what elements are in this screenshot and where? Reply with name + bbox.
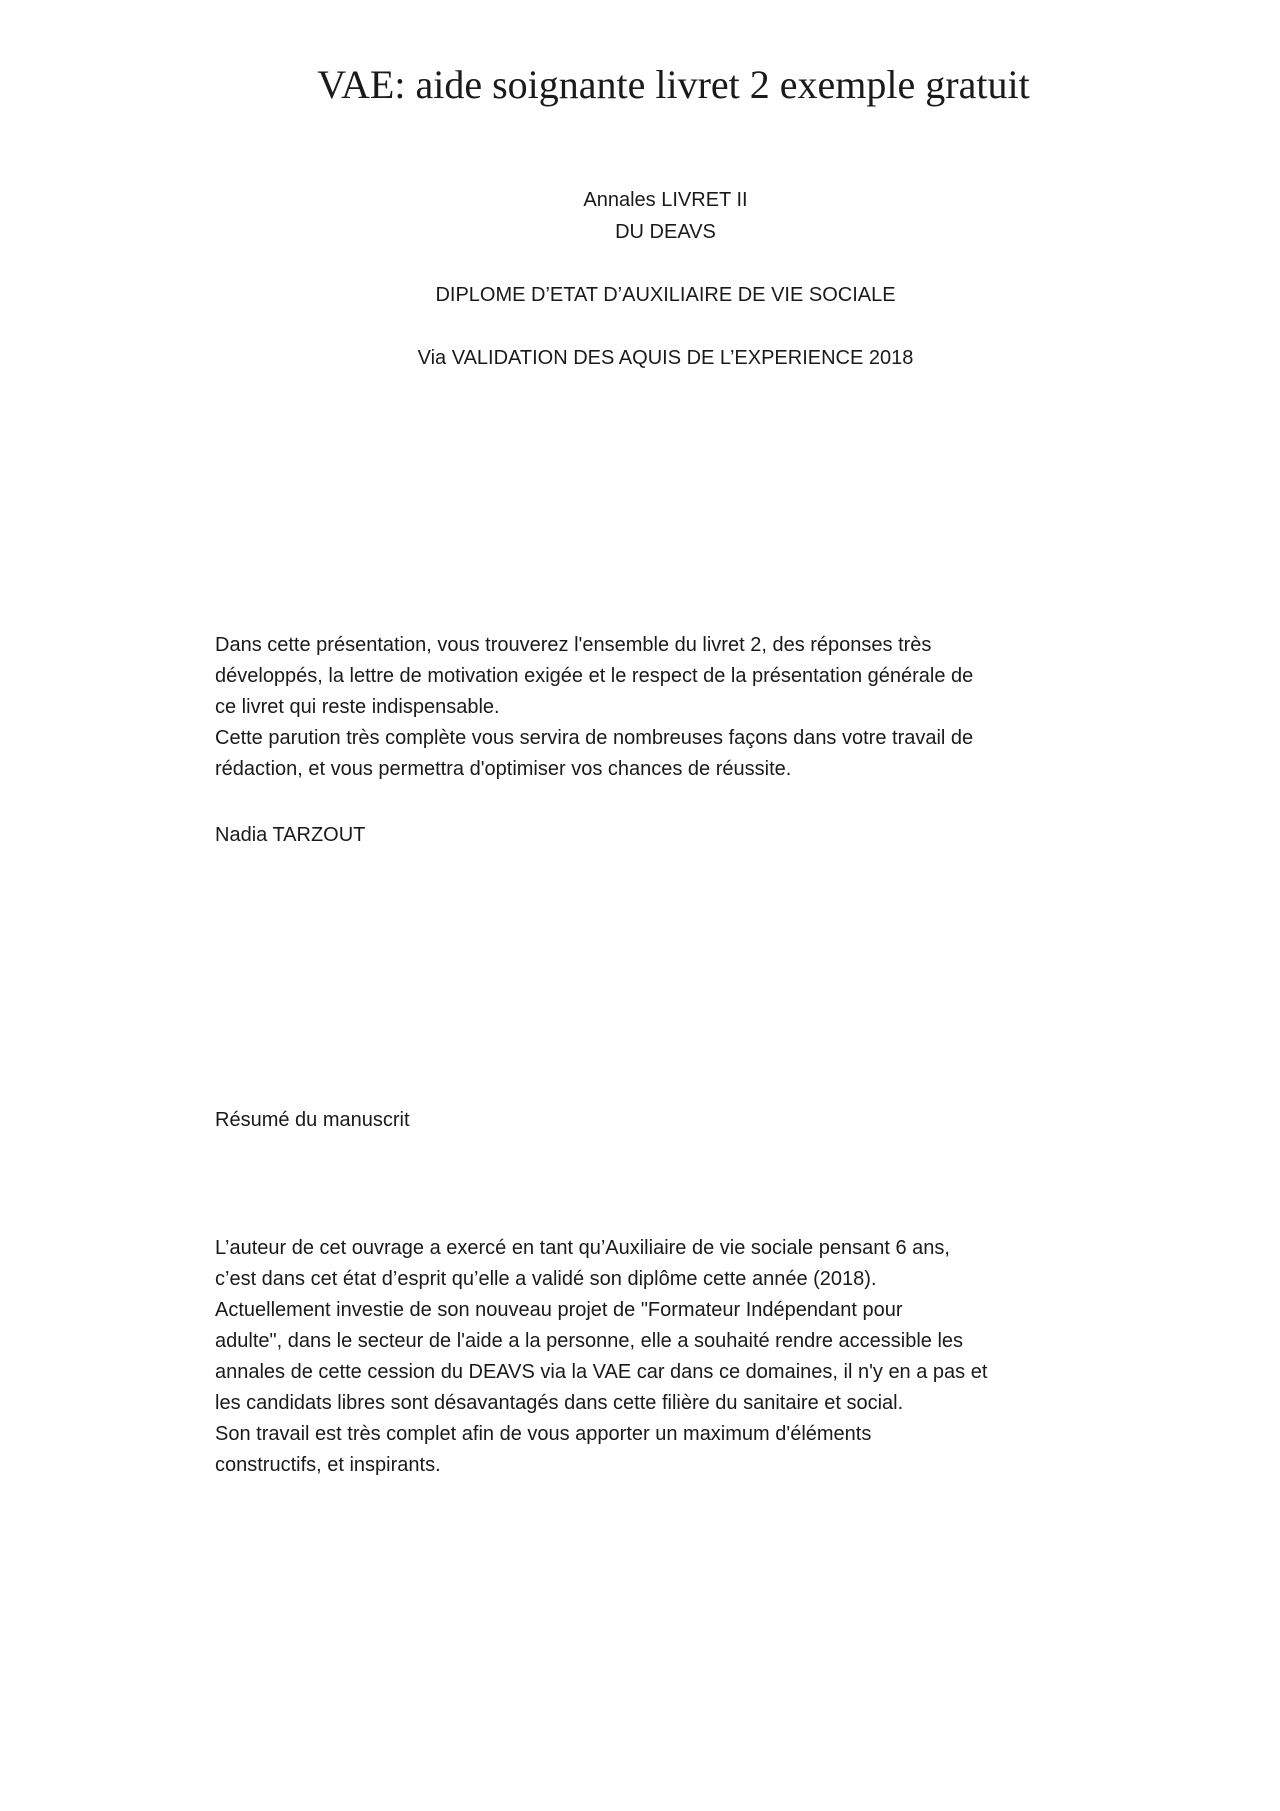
header-line-validation: Via VALIDATION DES AQUIS DE L’EXPERIENCE 2018	[417, 347, 914, 369]
intro-line: rédaction, et vous permettra d'optimiser vos chances de réussite.	[215, 758, 792, 780]
summary-line: constructifs, et inspirants.	[215, 1454, 441, 1476]
intro-line: développés, la lettre de motivation exigée et le respect de la présentation générale de	[215, 665, 974, 687]
summary-line: Actuellement investie de son nouveau projet de "Formateur Indépendant pour	[215, 1299, 903, 1321]
header-line-annales: Annales LIVRET II	[583, 189, 748, 211]
header-line-deavs: DU DEAVS	[615, 221, 716, 243]
summary-line: adulte", dans le secteur de l'aide a la personne, elle a souhaité rendre accessible les	[215, 1330, 964, 1352]
page-title: VAE: aide soignante livret 2 exemple gratuit	[317, 62, 1030, 107]
summary-line: Son travail est très complet afin de vous apporter un maximum d'éléments	[215, 1423, 872, 1445]
summary-line: les candidats libres sont désavantagés dans cette filière du sanitaire et social.	[215, 1392, 904, 1414]
author-name	[215, 820, 1135, 851]
summary-heading	[215, 1105, 1135, 1136]
summary-line: annales de cette cession du DEAVS via la VAE car dans ce domaines, il n'y en a pas et	[215, 1361, 988, 1383]
author-line: Nadia TARZOUT	[215, 824, 366, 846]
summary-heading-text: Résumé du manuscrit	[215, 1109, 410, 1131]
intro-line: Dans cette présentation, vous trouverez l'ensemble du livret 2, des réponses très	[215, 634, 932, 656]
intro-paragraph	[215, 630, 1135, 785]
header-line-diplome: DIPLOME D’ETAT D’AUXILIAIRE DE VIE SOCIALE	[435, 284, 896, 306]
intro-line: Cette parution très complète vous servira de nombreuses façons dans votre travail de	[215, 727, 974, 749]
summary-line: c’est dans cet état d’esprit qu’elle a validé son diplôme cette année (2018).	[215, 1268, 877, 1290]
summary-paragraph	[215, 1233, 1135, 1481]
summary-line: L’auteur de cet ouvrage a exercé en tant qu’Auxiliaire de vie sociale pensant 6 ans,	[215, 1237, 950, 1259]
intro-line: ce livret qui reste indispensable.	[215, 696, 500, 718]
